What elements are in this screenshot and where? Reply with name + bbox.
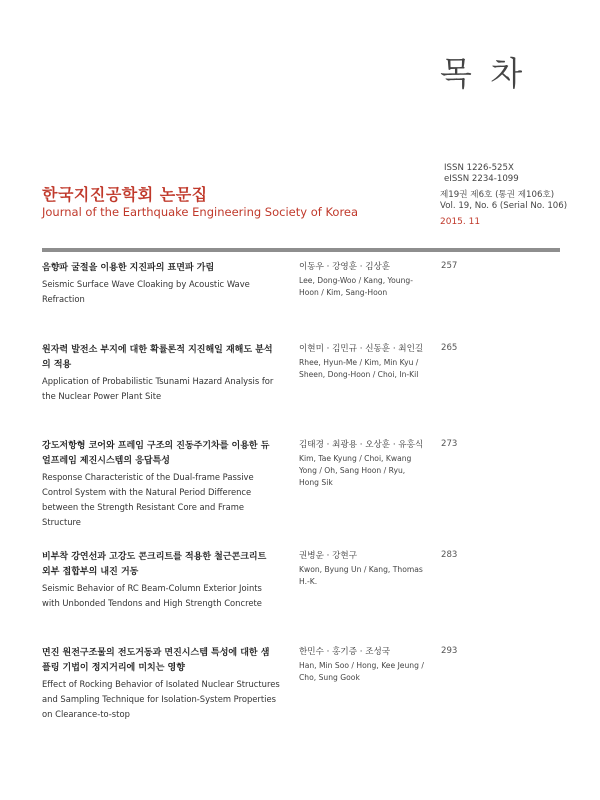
authors-english: Kwon, Byung Un / Kang, Thomas H.-K. xyxy=(299,565,423,586)
page-number: 257 xyxy=(441,261,458,271)
page-number: 265 xyxy=(441,343,458,353)
authors-english: Kim, Tae Kyung / Choi, Kwang Yong / Oh, Sang Hoon / Ryu, Hong Sik xyxy=(299,454,412,487)
authors-korean: 이현미 · 김민규 · 신동훈 · 최인길 xyxy=(299,344,424,354)
article-title-korean: 강도저항형 코어와 프레임 구조의 진동주기차를 이용한 듀얼프레임 제진시스템의 응답특성 xyxy=(42,441,270,466)
article-title-korean: 원자력 발전소 부지에 대한 확률론적 지진해일 재해도 분석의 적용 xyxy=(42,345,273,370)
issue-meta xyxy=(440,163,567,228)
page-title: 목 차 xyxy=(440,54,527,93)
volume-korean: 제19권 제6호 (통권 제106호) xyxy=(440,190,555,200)
authors-english: Lee, Dong-Woo / Kang, Young-Hoon / Kim, Sang-Hoon xyxy=(299,276,413,297)
issue-date: 2015. 11 xyxy=(440,217,481,227)
authors-korean: 김태경 · 최광용 · 오상훈 · 유홍식 xyxy=(299,440,424,450)
article-title-english: Effect of Rocking Behavior of Isolated Nuclear Structures and Sampling Technique for Isolation-System Properties on Clearance-to-stop xyxy=(42,679,280,719)
journal-name-korean: 한국지진공학회 논문집 xyxy=(42,185,208,204)
article-title-korean: 비부착 강연선과 고강도 콘크리트를 적용한 철근콘크리트 외부 접합부의 내진 거동 xyxy=(42,552,267,577)
article-title-english: Seismic Behavior of RC Beam-Column Exterior Joints with Unbonded Tendons and High Strength Concrete xyxy=(42,583,262,608)
authors-korean: 한민수 · 홍기증 · 조성국 xyxy=(299,647,391,657)
article-title-english: Response Characteristic of the Dual-frame Passive Control System with the Natural Period Difference between the Strength Resistant Core and Frame Structure xyxy=(42,472,254,527)
article-title-english: Seismic Surface Wave Cloaking by Acoustic Wave Refraction xyxy=(42,279,250,304)
authors-korean: 이동우 · 강영훈 · 김상훈 xyxy=(299,262,391,272)
volume-english: Vol. 19, No. 6 (Serial No. 106) xyxy=(440,201,568,211)
authors-english: Han, Min Soo / Hong, Kee Jeung / Cho, Sung Gook xyxy=(299,661,424,682)
authors-korean: 권병운 · 강현구 xyxy=(299,551,358,561)
article-title-english: Application of Probabilistic Tsunami Hazard Analysis for the Nuclear Power Plant Site xyxy=(42,376,274,401)
issn: ISSN 1226-525X xyxy=(444,163,514,173)
header-divider xyxy=(42,248,560,252)
page-number: 273 xyxy=(441,439,458,449)
page-number: 293 xyxy=(441,646,458,656)
article-title-korean: 음향파 굴절을 이용한 지진파의 표면파 가림 xyxy=(42,263,215,273)
journal-name-english: Journal of the Earthquake Engineering Society of Korea xyxy=(42,205,359,219)
article-title-korean: 면진 원전구조물의 전도거동과 면진시스템 특성에 대한 샘플링 기법이 정지거리에 미치는 영향 xyxy=(42,648,270,673)
eissn: eISSN 2234-1099 xyxy=(444,174,519,184)
page-number: 283 xyxy=(441,550,458,560)
authors-english: Rhee, Hyun-Me / Kim, Min Kyu / Sheen, Dong-Hoon / Choi, In-Kil xyxy=(299,358,419,379)
